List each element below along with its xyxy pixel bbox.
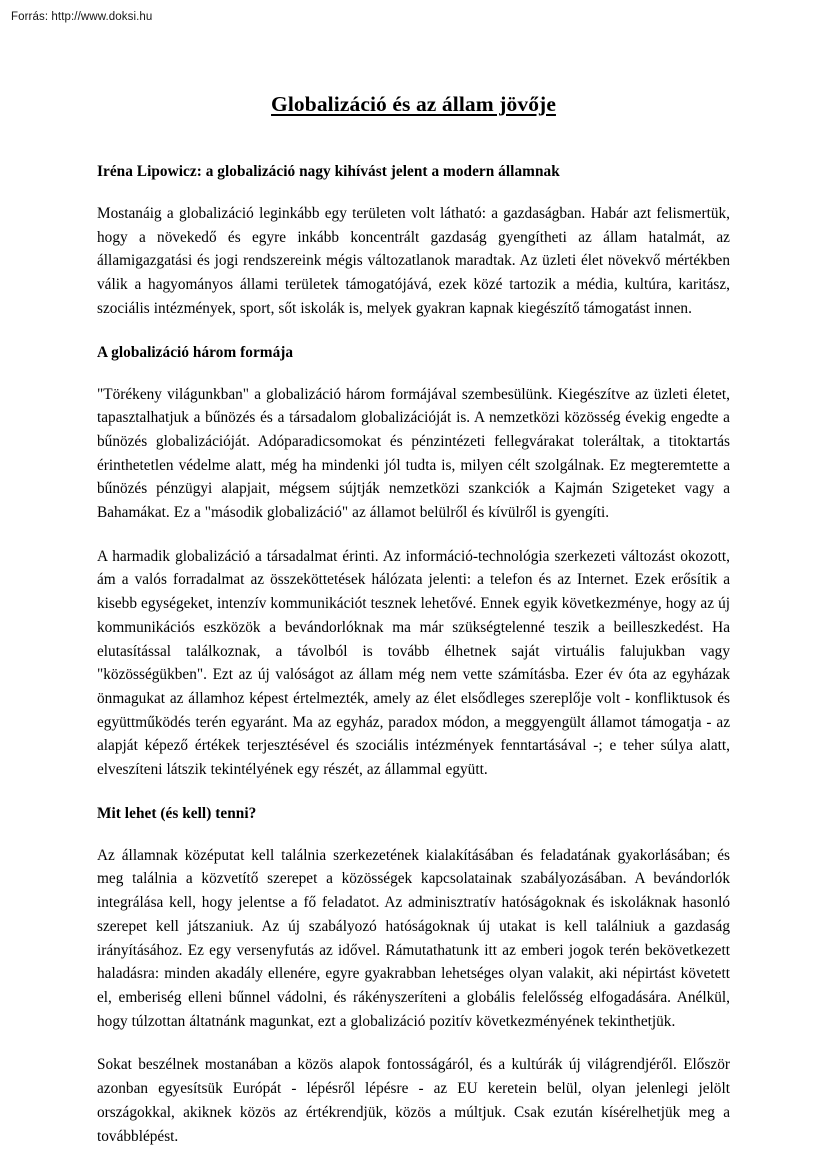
paragraph-2-2: A harmadik globalizáció a társadalmat érinti. Az információ-technológia szerkezeti változást okozott, ám a valós forradalmat az összeköttetések hálózata jelenti: a telefon és az Internet. Ezek erősítik a kisebb egységeket, intenzív kommunikációt tesznek lehetővé. Ennek egyik következménye, hogy az új kommunikációs eszközök a bevándorlóknak ma már szükségtelenné teszik a beilleszkedést. Ha elutasítással találkoznak, a távolból is tovább élhetnek saját virtuális falujukban vagy "közösségükben". Ezt az új valóságot az állam még nem vette számításba. Ezer év óta az egyházak önmagukat az államhoz képest értelmezték, amely az élet elsődleges szereplője volt - konfliktusok és együttműködés terén egyaránt. Ma az egyház, paradox módon, a meggyengült államot támogatja - az alapját képező értékek terjesztésével és szociális intézmények fenntartásával -; e teher súlya alatt, elveszíteni látszik tekintélyének egy részét, az állammal együtt. (97, 547, 730, 779)
paragraph-3-1: Az államnak középutat kell találnia szerkezetének kialakításában és feladatának gyakorlásában; és meg találnia a közvetítő szerepet a közösségek kapcsolatainak szabályozásában. A bevándorlók integrálása kell, hogy jelentse a fő feladatot. Az adminisztratív hatóságoknak és iskoláknak hasonló szerepet kell játszaniuk. Az új szabályozó hatóságoknak új utakat is kell találniuk a gazdaság irányításához. Ez egy versenyfutás az idővel. Rámutathatunk itt az emberi jogok terén bekövetkezett haladásra: minden akadály ellenére, egyre gyakrabban lehetséges olyan valakit, aki népirtást követett el, emberiség elleni bűnnel vádolni, és rákényszeríteni a globális felelősség elfogadására. Anélkül, hogy túlzottan áltatnánk magunkat, ezt a globalizáció pozitív következményének tekinthetjük. (97, 846, 730, 1030)
paragraph-3-2: Sokat beszélnek mostanában a közös alapok fontosságáról, és a kultúrák új világrendjéről. Először azonban egyesítsük Európát - lépésről lépésre - az EU keretein belül, olyan jelenlegi jelölt országokkal, akiknek közös az értékrendjük, közös a múltjuk. Csak ezután kísérelhetjük meg a továbblépést. (97, 1056, 730, 1145)
page-title: Globalizáció és az állam jövője (271, 92, 556, 116)
source-watermark: Forrás: http://www.doksi.hu (11, 11, 153, 23)
section-heading-2: A globalizáció három formája (97, 343, 294, 361)
section-heading-3: Mit lehet (és kell) tenni? (97, 804, 257, 822)
document-body (97, 90, 730, 1168)
paragraph-2-1: "Törékeny világunkban" a globalizáció három formájával szembesülünk. Kiegészítve az üzleti életet, tapasztalhatjuk a bűnözés és a társadalom globalizációját is. A nemzetközi közösség évekig engedte a bűnözés globalizációját. Adóparadicsomokat és pénzintézeti fellegvárakat toleráltak, a titoktartás érinthetetlen védelme alatt, még ha mindenki jól tudta is, milyen célt szolgálnak. Ez megteremtette a bűnözés pénzügyi alapjait, mégsem sújtják nemzetközi szankciók a Kajmán Szigeteket vagy a Bahamákat. Ez a "második globalizáció" az államot belülről és kívülről is gyengíti. (97, 385, 730, 522)
section-heading-1: Iréna Lipowicz: a globalizáció nagy kihívást jelent a modern államnak (97, 163, 560, 180)
paragraph-1-1: Mostanáig a globalizáció leginkább egy területen volt látható: a gazdaságban. Habár azt felismertük, hogy a növekedő és egyre inkább koncentrált gazdaság gyengítheti az állam hatalmát, az államigazgatási és jogi rendszereink mégis változatlanok maradtak. Az üzleti élet növekvő mértékben válik a hagyományos állami területek támogatójává, ezek közé tartozik a média, kultúra, karitász, szociális intézmények, sport, sőt iskolák is, melyek gyakran kapnak kiegészítő támogatást innen. (97, 205, 730, 317)
